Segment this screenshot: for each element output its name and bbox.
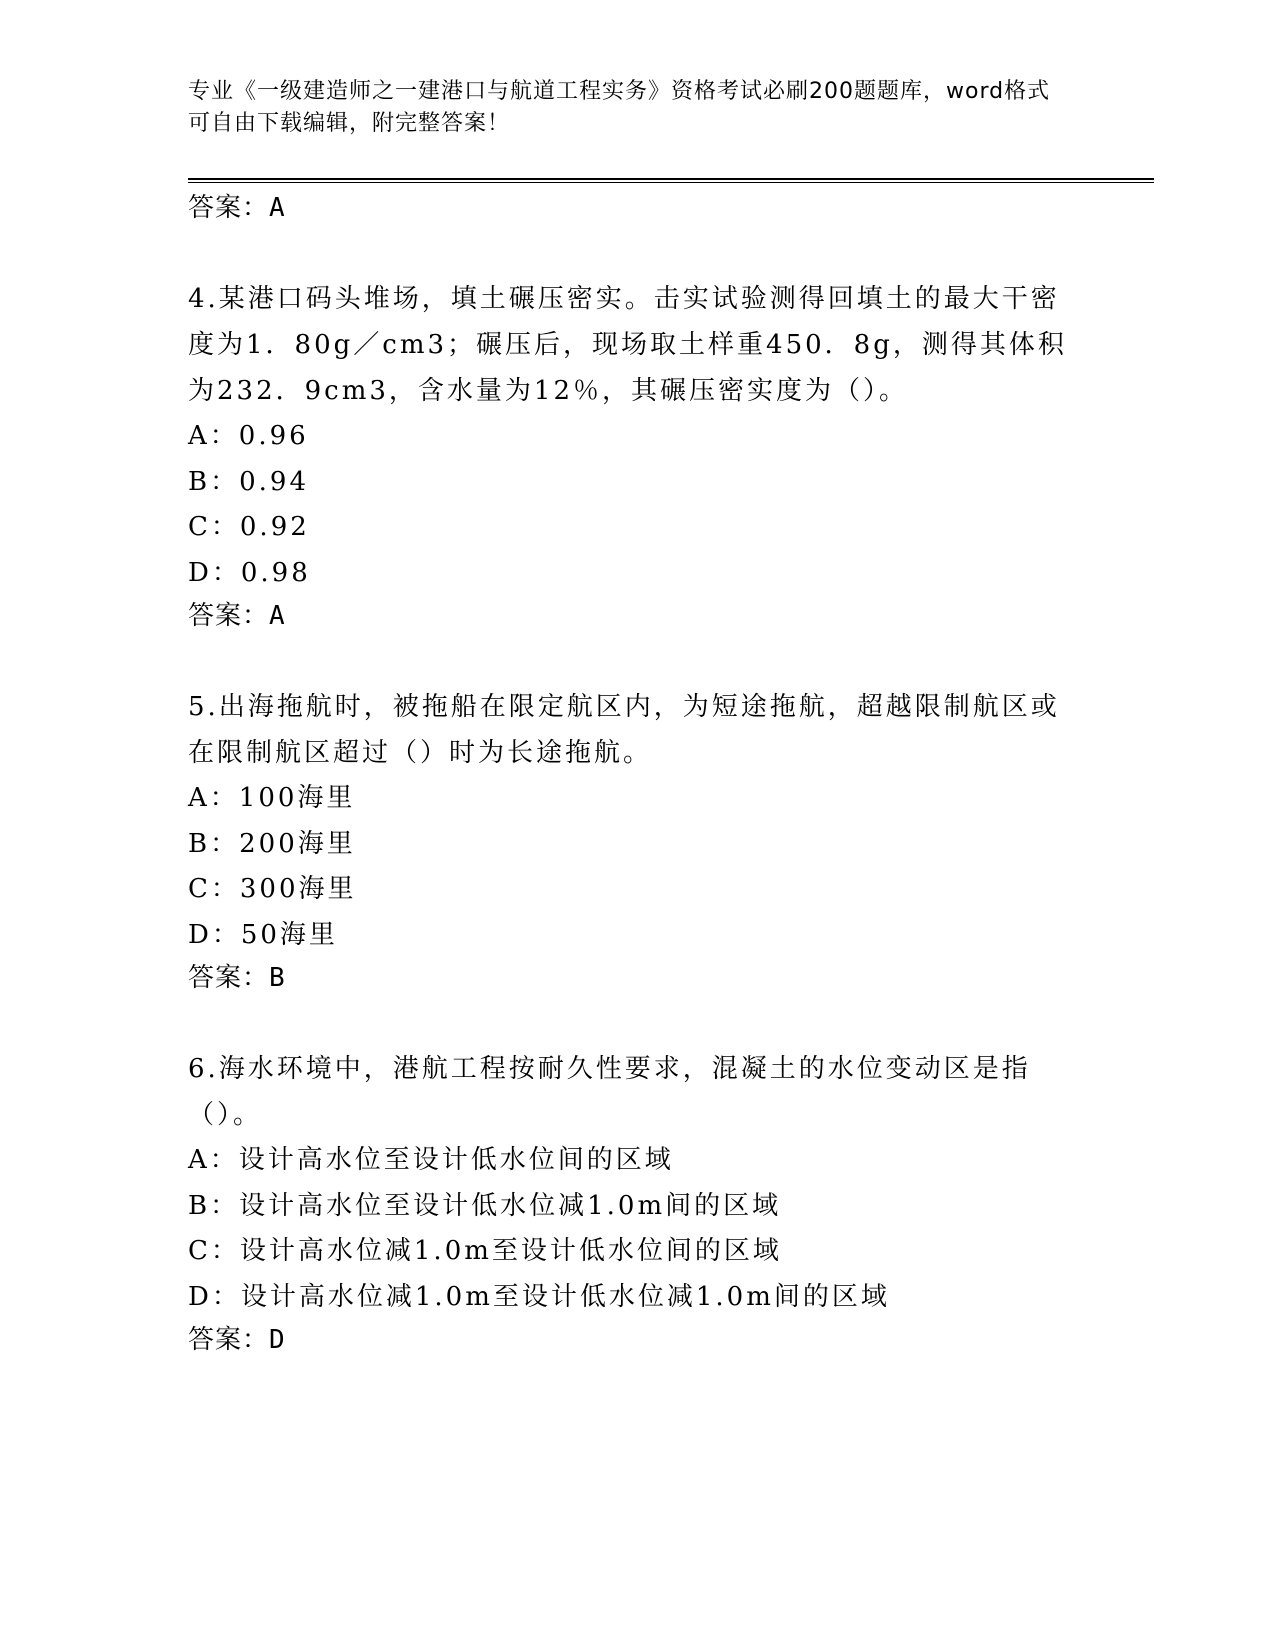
option-d: D：0.98 [188, 557, 311, 588]
option-d: D：设计高水位减1.0m至设计低水位减1.0m间的区域 [188, 1281, 890, 1312]
question-5-answer [188, 962, 286, 994]
answer-value: D [269, 1325, 286, 1355]
question-stem: 4.某港口码头堆场，填土碾压密实。击实试验测得回填土的最大干密度为1．80g／cm3；碾压后，现场取土样重450．8g，测得其体积为232．9cm3，含水量为12％，其碾压密实度为（）。 [188, 284, 1067, 406]
document-header: 专业《一级建造师之一建港口与航道工程实务》资格考试必刷200题题库，word格式可自由下载编辑，附完整答案！ [188, 79, 1051, 136]
question-6-answer [188, 1324, 286, 1356]
question-stem: 5.出海拖航时，被拖船在限定航区内，为短途拖航，超越限制航区或在限制航区超过（）时为长途拖航。 [188, 692, 1060, 768]
option-b: B：200海里 [188, 828, 356, 859]
answer-value: A [269, 601, 286, 631]
option-c: C：设计高水位减1.0m至设计低水位间的区域 [188, 1236, 782, 1266]
question-6 [188, 1046, 1068, 1320]
answer-label: 答案： [188, 601, 270, 631]
question-4-answer [188, 600, 286, 632]
answer-label: 答案： [188, 1325, 270, 1355]
option-a: A：设计高水位至设计低水位间的区域 [188, 1145, 674, 1175]
answer-label: 答案： [188, 193, 270, 223]
header-divider [188, 178, 1154, 183]
option-a: A：0.96 [188, 421, 309, 451]
option-a: A：100海里 [188, 783, 356, 813]
option-c: C：300海里 [188, 874, 357, 904]
question-4 [188, 276, 1068, 596]
option-d: D：50海里 [188, 919, 338, 950]
question-5 [188, 684, 1068, 958]
answer-value: A [269, 193, 286, 223]
answer-value: B [269, 963, 286, 993]
previous-answer [188, 192, 286, 224]
question-stem: 6.海水环境中，港航工程按耐久性要求，混凝土的水位变动区是指（）。 [188, 1054, 1031, 1130]
option-b: B：0.94 [188, 466, 309, 497]
answer-label: 答案： [188, 963, 270, 993]
option-b: B：设计高水位至设计低水位减1.0m间的区域 [188, 1190, 782, 1221]
option-c: C：0.92 [188, 512, 310, 542]
